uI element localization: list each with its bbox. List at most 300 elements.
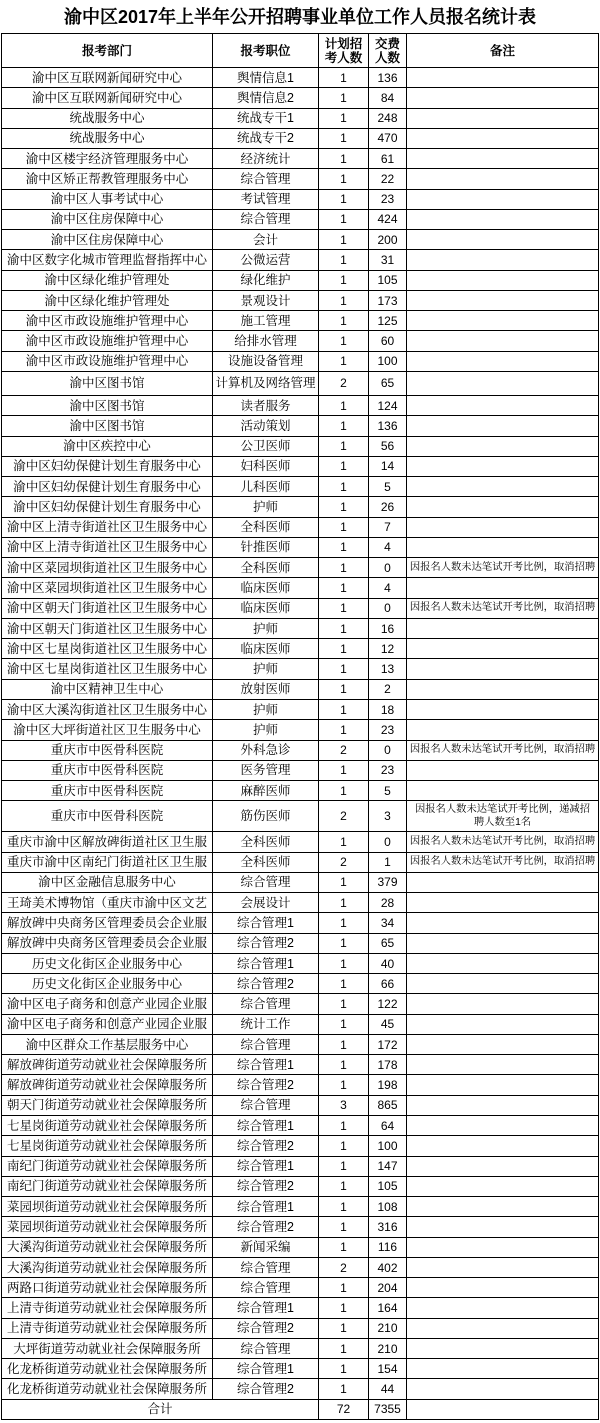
paid-count-cell: 200 (369, 230, 407, 250)
paid-count-cell: 136 (369, 416, 407, 436)
dept-cell: 朝天门街道劳动就业社会保障服务所 (2, 1096, 213, 1116)
table-row (2, 1035, 599, 1055)
paid-count-cell: 7 (369, 518, 407, 538)
position-cell: 放射医师 (213, 680, 319, 700)
planned-count-cell: 1 (319, 1075, 369, 1095)
position-cell: 新闻采编 (213, 1238, 319, 1258)
planned-count-cell: 1 (319, 1238, 369, 1258)
paid-count-cell: 12 (369, 639, 407, 659)
position-cell: 综合管理 (213, 873, 319, 893)
planned-count-cell: 1 (319, 1177, 369, 1197)
position-cell: 计算机及网络管理 (213, 372, 319, 396)
dept-cell: 南纪门街道劳动就业社会保障服务所 (2, 1157, 213, 1177)
paid-count-cell: 45 (369, 1015, 407, 1035)
table-row (2, 1339, 599, 1359)
table-header-row (2, 34, 599, 68)
position-cell: 临床医师 (213, 599, 319, 619)
position-cell: 公微运营 (213, 250, 319, 270)
dept-cell: 化龙桥街道劳动就业社会保障服务所 (2, 1379, 213, 1399)
table-row (2, 1258, 599, 1278)
table-row (2, 1319, 599, 1339)
paid-count-cell: 105 (369, 1177, 407, 1197)
total-label: 合计 (2, 1400, 319, 1420)
table-row (2, 801, 599, 832)
dept-cell: 渝中区绿化维护管理处 (2, 271, 213, 291)
paid-count-cell: 60 (369, 331, 407, 351)
table-row (2, 680, 599, 700)
planned-count-cell: 1 (319, 1217, 369, 1237)
remark-cell (407, 1157, 599, 1177)
dept-cell: 渝中区图书馆 (2, 396, 213, 416)
planned-count-cell: 1 (319, 1278, 369, 1298)
planned-count-cell: 1 (319, 190, 369, 210)
remark-cell (407, 88, 599, 108)
paid-count-cell: 210 (369, 1319, 407, 1339)
position-cell: 读者服务 (213, 396, 319, 416)
table-row (2, 1096, 599, 1116)
paid-count-cell: 124 (369, 396, 407, 416)
paid-count-cell: 23 (369, 761, 407, 781)
table-row (2, 210, 599, 230)
position-cell: 综合管理2 (213, 934, 319, 954)
position-cell: 统计工作 (213, 1015, 319, 1035)
position-cell: 综合管理 (213, 1258, 319, 1278)
planned-count-cell: 1 (319, 230, 369, 250)
table-row (2, 720, 599, 740)
remark-cell (407, 1015, 599, 1035)
planned-count-cell: 1 (319, 1319, 369, 1339)
dept-cell: 渝中区上清寺街道社区卫生服务中心 (2, 538, 213, 558)
paid-count-cell: 16 (369, 619, 407, 639)
planned-count-cell: 1 (319, 311, 369, 331)
remark-cell (407, 1197, 599, 1217)
remark-cell (407, 619, 599, 639)
paid-count-cell: 65 (369, 372, 407, 396)
table-row (2, 761, 599, 781)
remark-cell (407, 129, 599, 149)
paid-count-cell: 65 (369, 934, 407, 954)
planned-count-cell: 1 (319, 538, 369, 558)
position-cell: 综合管理2 (213, 1136, 319, 1156)
planned-count-cell: 1 (319, 680, 369, 700)
table-row (2, 149, 599, 169)
remark-cell (407, 1177, 599, 1197)
planned-count-cell: 1 (319, 913, 369, 933)
dept-cell: 渝中区大溪沟街道社区卫生服务中心 (2, 700, 213, 720)
table-row (2, 1278, 599, 1298)
planned-count-cell: 1 (319, 518, 369, 538)
remark-cell (407, 954, 599, 974)
paid-count-cell: 100 (369, 1136, 407, 1156)
table-row (2, 416, 599, 436)
table-row (2, 700, 599, 720)
planned-count-cell: 1 (319, 1359, 369, 1379)
table-row (2, 230, 599, 250)
planned-count-cell: 1 (319, 1157, 369, 1177)
table-row (2, 954, 599, 974)
dept-cell: 渝中区疾控中心 (2, 437, 213, 457)
position-cell: 活动策划 (213, 416, 319, 436)
planned-count-cell: 1 (319, 416, 369, 436)
dept-cell: 重庆市中医骨科医院 (2, 781, 213, 801)
table-row (2, 853, 599, 873)
position-cell: 会展设计 (213, 893, 319, 913)
paid-count-cell: 44 (369, 1379, 407, 1399)
planned-count-cell: 1 (319, 659, 369, 679)
table-row (2, 271, 599, 291)
planned-count-cell: 1 (319, 169, 369, 189)
registration-table (1, 33, 599, 1420)
table-row (2, 331, 599, 351)
dept-cell: 七星岗街道劳动就业社会保障服务所 (2, 1116, 213, 1136)
table-row (2, 396, 599, 416)
paid-count-cell: 865 (369, 1096, 407, 1116)
planned-count-cell: 1 (319, 497, 369, 517)
paid-count-cell: 40 (369, 954, 407, 974)
paid-count-cell: 26 (369, 497, 407, 517)
total-remark (407, 1400, 599, 1420)
planned-count-cell: 1 (319, 639, 369, 659)
paid-count-cell: 23 (369, 190, 407, 210)
paid-count-cell: 116 (369, 1238, 407, 1258)
remark-cell (407, 639, 599, 659)
table-row (2, 477, 599, 497)
dept-cell: 渝中区电子商务和创意产业园企业服 (2, 994, 213, 1014)
remark-cell (407, 457, 599, 477)
dept-cell: 王琦美术博物馆（重庆市渝中区文艺 (2, 893, 213, 913)
dept-cell: 渝中区楼宇经济管理服务中心 (2, 149, 213, 169)
table-row (2, 934, 599, 954)
table-row (2, 88, 599, 108)
header-remark: 备注 (407, 34, 599, 68)
planned-count-cell: 2 (319, 853, 369, 873)
position-cell: 舆情信息1 (213, 68, 319, 88)
dept-cell: 渝中区互联网新闻研究中心 (2, 68, 213, 88)
position-cell: 麻醉医师 (213, 781, 319, 801)
dept-cell: 历史文化街区企业服务中心 (2, 954, 213, 974)
table-row (2, 659, 599, 679)
remark-cell (407, 720, 599, 740)
remark-cell (407, 372, 599, 396)
paid-count-cell: 0 (369, 599, 407, 619)
paid-count-cell: 154 (369, 1359, 407, 1379)
remark-cell (407, 1096, 599, 1116)
table-row (2, 1157, 599, 1177)
table-row (2, 558, 599, 578)
header-dept: 报考部门 (2, 34, 213, 68)
paid-count-cell: 204 (369, 1278, 407, 1298)
planned-count-cell: 1 (319, 619, 369, 639)
position-cell: 舆情信息2 (213, 88, 319, 108)
position-cell: 护师 (213, 700, 319, 720)
paid-count-cell: 173 (369, 291, 407, 311)
dept-cell: 渝中区菜园坝街道社区卫生服务中心 (2, 558, 213, 578)
remark-cell (407, 1298, 599, 1318)
remark-cell (407, 781, 599, 801)
planned-count-cell: 1 (319, 68, 369, 88)
paid-count-cell: 61 (369, 149, 407, 169)
dept-cell: 渝中区矫正帮教管理服务中心 (2, 169, 213, 189)
dept-cell: 渝中区朝天门街道社区卫生服务中心 (2, 619, 213, 639)
position-cell: 综合管理1 (213, 954, 319, 974)
position-cell: 护师 (213, 619, 319, 639)
remark-cell (407, 578, 599, 598)
dept-cell: 统战服务中心 (2, 109, 213, 129)
paid-count-cell: 4 (369, 538, 407, 558)
position-cell: 综合管理2 (213, 1319, 319, 1339)
dept-cell: 渝中区图书馆 (2, 372, 213, 396)
remark-cell (407, 1258, 599, 1278)
table-row (2, 893, 599, 913)
position-cell: 外科急诊 (213, 741, 319, 761)
table-row (2, 1015, 599, 1035)
planned-count-cell: 1 (319, 720, 369, 740)
planned-count-cell: 1 (319, 250, 369, 270)
dept-cell: 重庆市渝中区南纪门街道社区卫生服 (2, 853, 213, 873)
table-row (2, 1379, 599, 1399)
remark-cell (407, 68, 599, 88)
table-row (2, 311, 599, 331)
dept-cell: 渝中区上清寺街道社区卫生服务中心 (2, 518, 213, 538)
position-cell: 给排水管理 (213, 331, 319, 351)
table-row (2, 372, 599, 396)
dept-cell: 渝中区七星岗街道社区卫生服务中心 (2, 659, 213, 679)
paid-count-cell: 13 (369, 659, 407, 679)
remark-cell (407, 416, 599, 436)
total-row (2, 1400, 599, 1420)
paid-count-cell: 136 (369, 68, 407, 88)
remark-cell (407, 109, 599, 129)
remark-cell: 因报名人数未达笔试开考比例，取消招聘 (407, 832, 599, 852)
position-cell: 统战专干1 (213, 109, 319, 129)
paid-count-cell: 0 (369, 558, 407, 578)
remark-cell (407, 1319, 599, 1339)
paid-count-cell: 210 (369, 1339, 407, 1359)
remark-cell (407, 396, 599, 416)
paid-count-cell: 0 (369, 832, 407, 852)
table-row (2, 190, 599, 210)
header-planned-count: 计划招考人数 (319, 34, 369, 68)
paid-count-cell: 84 (369, 88, 407, 108)
planned-count-cell: 1 (319, 1298, 369, 1318)
remark-cell (407, 974, 599, 994)
position-cell: 筋伤医师 (213, 801, 319, 832)
position-cell: 护师 (213, 720, 319, 740)
remark-cell (407, 761, 599, 781)
table-row (2, 169, 599, 189)
paid-count-cell: 14 (369, 457, 407, 477)
position-cell: 综合管理1 (213, 913, 319, 933)
position-cell: 综合管理1 (213, 1116, 319, 1136)
dept-cell: 重庆市中医骨科医院 (2, 761, 213, 781)
dept-cell: 渝中区图书馆 (2, 416, 213, 436)
position-cell: 综合管理 (213, 1096, 319, 1116)
position-cell: 综合管理1 (213, 1055, 319, 1075)
remark-cell (407, 994, 599, 1014)
dept-cell: 大溪沟街道劳动就业社会保障服务所 (2, 1238, 213, 1258)
planned-count-cell: 1 (319, 893, 369, 913)
dept-cell: 化龙桥街道劳动就业社会保障服务所 (2, 1359, 213, 1379)
table-row (2, 538, 599, 558)
remark-cell (407, 1339, 599, 1359)
remark-cell (407, 169, 599, 189)
position-cell: 临床医师 (213, 578, 319, 598)
paid-count-cell: 147 (369, 1157, 407, 1177)
dept-cell: 解放碑街道劳动就业社会保障服务所 (2, 1055, 213, 1075)
planned-count-cell: 1 (319, 1035, 369, 1055)
dept-cell: 大坪街道劳动就业社会保障服务所 (2, 1339, 213, 1359)
total-planned-count: 72 (319, 1400, 369, 1420)
planned-count-cell: 1 (319, 954, 369, 974)
paid-count-cell: 22 (369, 169, 407, 189)
table-row (2, 1298, 599, 1318)
planned-count-cell: 1 (319, 832, 369, 852)
position-cell: 全科医师 (213, 832, 319, 852)
dept-cell: 渝中区绿化维护管理处 (2, 291, 213, 311)
header-paid-count: 交费人数 (369, 34, 407, 68)
paid-count-cell: 125 (369, 311, 407, 331)
position-cell: 综合管理2 (213, 974, 319, 994)
remark-cell (407, 1035, 599, 1055)
remark-cell (407, 1136, 599, 1156)
position-cell: 护师 (213, 659, 319, 679)
paid-count-cell: 164 (369, 1298, 407, 1318)
table-row (2, 599, 599, 619)
dept-cell: 大溪沟街道劳动就业社会保障服务所 (2, 1258, 213, 1278)
planned-count-cell: 1 (319, 974, 369, 994)
planned-count-cell: 1 (319, 781, 369, 801)
paid-count-cell: 2 (369, 680, 407, 700)
table-row (2, 1075, 599, 1095)
remark-cell (407, 437, 599, 457)
dept-cell: 渝中区朝天门街道社区卫生服务中心 (2, 599, 213, 619)
remark-cell (407, 477, 599, 497)
remark-cell: 因报名人数未达笔试开考比例，取消招聘 (407, 853, 599, 873)
position-cell: 综合管理 (213, 210, 319, 230)
paid-count-cell: 23 (369, 720, 407, 740)
paid-count-cell: 198 (369, 1075, 407, 1095)
position-cell: 施工管理 (213, 311, 319, 331)
planned-count-cell: 1 (319, 331, 369, 351)
table-row (2, 974, 599, 994)
planned-count-cell: 1 (319, 1116, 369, 1136)
position-cell: 护师 (213, 497, 319, 517)
dept-cell: 菜园坝街道劳动就业社会保障服务所 (2, 1197, 213, 1217)
total-paid-count: 7355 (369, 1400, 407, 1420)
planned-count-cell: 1 (319, 271, 369, 291)
position-cell: 综合管理2 (213, 1379, 319, 1399)
table-row (2, 352, 599, 372)
table-row (2, 832, 599, 852)
position-cell: 统战专干2 (213, 129, 319, 149)
dept-cell: 渝中区电子商务和创意产业园企业服 (2, 1015, 213, 1035)
position-cell: 综合管理2 (213, 1075, 319, 1095)
position-cell: 综合管理1 (213, 1359, 319, 1379)
planned-count-cell: 1 (319, 599, 369, 619)
table-row (2, 1359, 599, 1379)
planned-count-cell: 2 (319, 372, 369, 396)
position-cell: 全科医师 (213, 853, 319, 873)
table-row (2, 1116, 599, 1136)
remark-cell (407, 331, 599, 351)
position-cell: 儿科医师 (213, 477, 319, 497)
planned-count-cell: 1 (319, 291, 369, 311)
dept-cell: 重庆市中医骨科医院 (2, 741, 213, 761)
remark-cell (407, 250, 599, 270)
remark-cell (407, 497, 599, 517)
planned-count-cell: 1 (319, 761, 369, 781)
planned-count-cell: 1 (319, 210, 369, 230)
remark-cell (407, 913, 599, 933)
remark-cell (407, 291, 599, 311)
paid-count-cell: 402 (369, 1258, 407, 1278)
header-position: 报考职位 (213, 34, 319, 68)
dept-cell: 历史文化街区企业服务中心 (2, 974, 213, 994)
dept-cell: 解放碑中央商务区管理委员会企业服 (2, 934, 213, 954)
paid-count-cell: 105 (369, 271, 407, 291)
table-row (2, 578, 599, 598)
dept-cell: 渝中区菜园坝街道社区卫生服务中心 (2, 578, 213, 598)
dept-cell: 渝中区互联网新闻研究中心 (2, 88, 213, 108)
remark-cell (407, 680, 599, 700)
paid-count-cell: 0 (369, 741, 407, 761)
remark-cell (407, 271, 599, 291)
position-cell: 综合管理1 (213, 1157, 319, 1177)
remark-cell (407, 659, 599, 679)
remark-cell (407, 1359, 599, 1379)
dept-cell: 渝中区群众工作基层服务中心 (2, 1035, 213, 1055)
dept-cell: 渝中区市政设施维护管理中心 (2, 331, 213, 351)
planned-count-cell: 1 (319, 396, 369, 416)
planned-count-cell: 1 (319, 477, 369, 497)
paid-count-cell: 122 (369, 994, 407, 1014)
position-cell: 妇科医师 (213, 457, 319, 477)
position-cell: 公卫医师 (213, 437, 319, 457)
position-cell: 设施设备管理 (213, 352, 319, 372)
paid-count-cell: 178 (369, 1055, 407, 1075)
remark-cell (407, 873, 599, 893)
table-row (2, 994, 599, 1014)
table-row (2, 1217, 599, 1237)
remark-cell: 因报名人数未达笔试开考比例，取消招聘 (407, 599, 599, 619)
table-row (2, 437, 599, 457)
dept-cell: 渝中区妇幼保健计划生育服务中心 (2, 497, 213, 517)
position-cell: 全科医师 (213, 518, 319, 538)
position-cell: 全科医师 (213, 558, 319, 578)
remark-cell: 因报名人数未达笔试开考比例，递减招聘人数至1名 (407, 801, 599, 832)
paid-count-cell: 56 (369, 437, 407, 457)
paid-count-cell: 172 (369, 1035, 407, 1055)
table-row (2, 68, 599, 88)
paid-count-cell: 5 (369, 781, 407, 801)
table-row (2, 913, 599, 933)
position-cell: 会计 (213, 230, 319, 250)
dept-cell: 渝中区人事考试中心 (2, 190, 213, 210)
paid-count-cell: 66 (369, 974, 407, 994)
dept-cell: 七星岗街道劳动就业社会保障服务所 (2, 1136, 213, 1156)
position-cell: 综合管理1 (213, 1298, 319, 1318)
dept-cell: 重庆市中医骨科医院 (2, 801, 213, 832)
dept-cell: 渝中区精神卫生中心 (2, 680, 213, 700)
paid-count-cell: 379 (369, 873, 407, 893)
table-row (2, 781, 599, 801)
remark-cell (407, 311, 599, 331)
dept-cell: 统战服务中心 (2, 129, 213, 149)
remark-cell (407, 934, 599, 954)
remark-cell (407, 1116, 599, 1136)
table-row (2, 291, 599, 311)
table-row (2, 497, 599, 517)
